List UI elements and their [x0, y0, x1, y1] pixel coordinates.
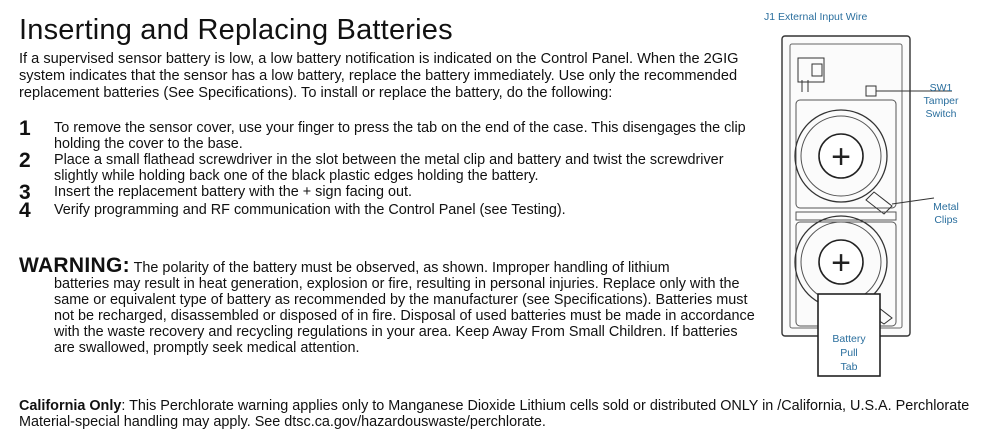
label-switch: Switch: [925, 108, 957, 120]
label-tab: Tab: [840, 361, 858, 373]
label-metal: Metal: [933, 201, 959, 213]
warning-heading: WARNING:: [19, 254, 130, 277]
california-text: : This Perchlorate warning applies only to Manganese Dioxide Lithium cells sold or distributed ONLY in /California, U.S.A. Perchlorate Material-special handling may apply. See dtsc.ca.gov/hazardouswaste/perchlorate.: [19, 398, 970, 430]
step-text: Insert the replacement battery with the + sign facing out.: [54, 184, 412, 200]
step-1: [19, 117, 754, 152]
label-j1-external-input-wire: J1 External Input Wire: [764, 11, 868, 23]
label-sw1: SW1: [929, 82, 953, 94]
step-4: [19, 199, 754, 222]
step-text: Verify programming and RF communication with the Control Panel (see Testing).: [54, 202, 566, 218]
warning-continuation: batteries may result in heat generation, explosion or fire, resulting in personal injuries. Replace only with the same or equivalent type of battery as recommended by the manufacturer (see Specifications). Batteries must not be recharged, disassembled or disposed of in fire. Disposal of used batteries must be made in accordance with the waste recovery and recycling regulations in your area. Keep Away From Small Children. If batteries are swallowed, promptly seek medical attention.: [54, 276, 755, 356]
step-number: 3: [19, 181, 31, 204]
plus-icon: +: [831, 244, 851, 282]
steps-list: [19, 117, 754, 222]
label-pull: Pull: [840, 347, 858, 359]
intro-paragraph: If a supervised sensor battery is low, a low battery notification is indicated on the Control Panel. When the 2GIG system indicates that the sensor has a low battery, replace the battery immediately. Use only the recommended replacement batteries (See Specifications). To install or replace the battery, do the following:: [19, 51, 739, 101]
housing-outline: [782, 36, 910, 336]
step-number: 4: [19, 199, 31, 222]
step-number: 1: [19, 117, 31, 140]
california-label: California Only: [19, 398, 122, 414]
label-tamper: Tamper: [923, 95, 959, 107]
california-notice: [19, 398, 979, 430]
warning-first-line: The polarity of the battery must be observed, as shown. Improper handling of lithium: [133, 260, 670, 276]
step-2: [19, 149, 754, 184]
step-number: 2: [19, 149, 31, 172]
page-title: Inserting and Replacing Batteries: [19, 14, 453, 46]
step-3: [19, 181, 754, 204]
label-clips: Clips: [934, 214, 958, 226]
step-text: To remove the sensor cover, use your finger to press the tab on the end of the case. This disengages the clip holding the cover to the base.: [54, 120, 746, 152]
plus-icon: +: [831, 138, 851, 176]
warning-block: [19, 254, 759, 356]
step-text: Place a small flathead screwdriver in the slot between the metal clip and battery and twist the screwdriver slightly while holding back one of the black plastic edges holding the battery.: [54, 152, 724, 184]
battery-diagram: [756, 0, 992, 390]
label-battery: Battery: [832, 333, 866, 345]
